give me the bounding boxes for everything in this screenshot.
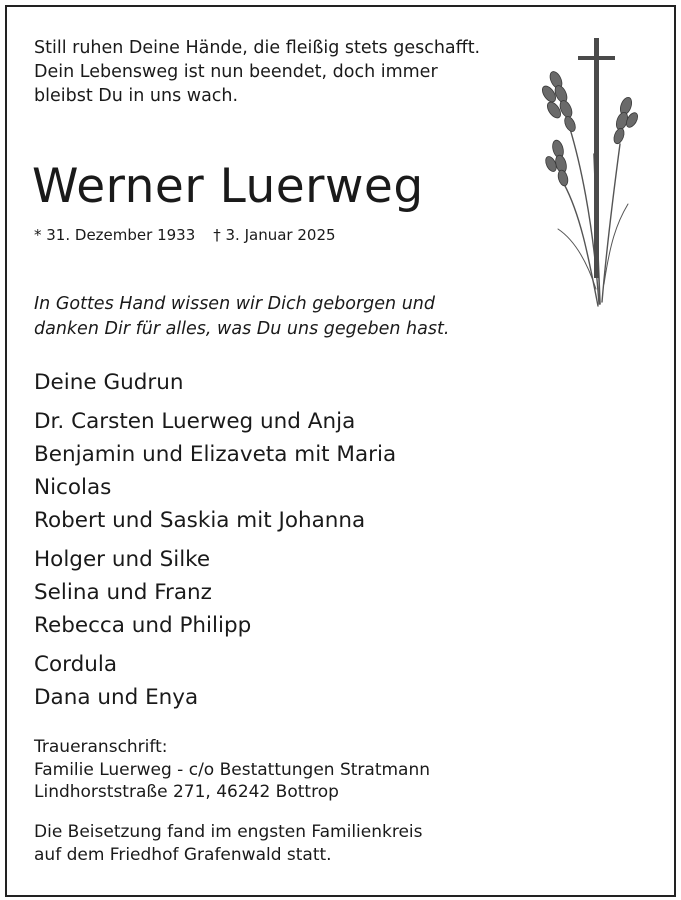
mourner-group (34, 543, 396, 642)
farewell-quote (34, 292, 449, 342)
mourner-name: Deine Gudrun (34, 370, 184, 395)
verse-line: Still ruhen Deine Hände, die fleißig stets geschafft. (34, 38, 481, 58)
address-line: Familie Luerweg - c/o Bestattungen Stratmann (34, 759, 431, 780)
opening-verse (34, 36, 534, 108)
mourner-name: Robert und Saskia mit Johanna (34, 508, 366, 533)
quote-line: danken Dir für alles, was Du uns gegeben hast. (34, 319, 450, 339)
burial-notice (34, 821, 423, 866)
verse-line: bleibst Du in uns wach. (34, 86, 239, 106)
notice-line: Die Beisetzung fand im engsten Familienkreis (34, 822, 423, 842)
address-line: Lindhorststraße 271, 46242 Bottrop (34, 782, 339, 802)
mourning-address (34, 736, 430, 804)
mourner-name: Rebecca und Philipp (34, 613, 252, 638)
mourner-name: Selina und Franz (34, 580, 212, 605)
mourner-name: Nicolas (34, 475, 112, 500)
deceased-name: Werner Luerweg (32, 159, 424, 214)
birth-date: * 31. Dezember 1933 (34, 226, 196, 244)
address-line: Traueranschrift: (34, 737, 168, 757)
mourner-name: Dr. Carsten Luerweg und Anja (34, 409, 356, 434)
mourner-name: Benjamin und Elizaveta mit Maria (34, 442, 397, 467)
death-date: † 3. Januar 2025 (213, 226, 336, 244)
mourners-list (34, 366, 396, 720)
verse-line: Dein Lebensweg ist nun beendet, doch immer (34, 62, 438, 82)
mourner-group (34, 405, 396, 537)
mourner-group (34, 366, 396, 399)
mourner-group (34, 648, 396, 714)
mourner-name: Dana und Enya (34, 685, 199, 710)
life-dates (34, 224, 336, 246)
mourner-name: Cordula (34, 652, 118, 677)
quote-line: In Gottes Hand wissen wir Dich geborgen und (34, 294, 435, 314)
cross-with-wheat-icon (528, 34, 638, 309)
mourner-name: Holger und Silke (34, 547, 211, 572)
notice-line: auf dem Friedhof Grafenwald statt. (34, 844, 332, 865)
